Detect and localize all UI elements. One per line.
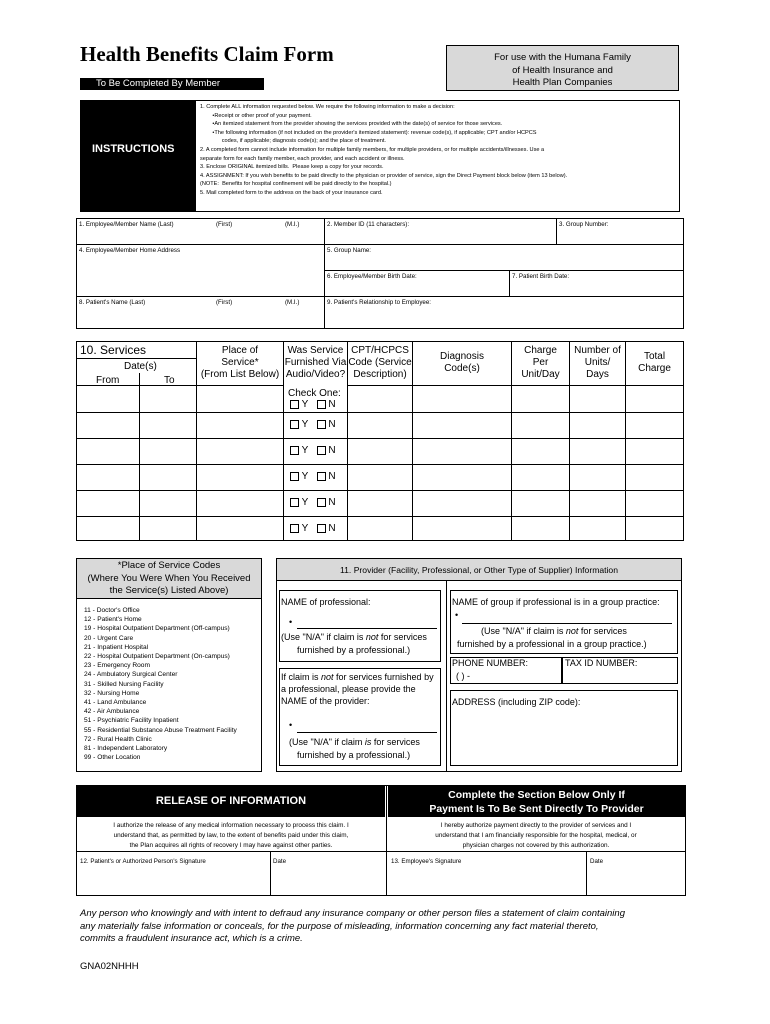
- cpt-hcpcs-header: CPT/HCPCS Code (Service Description): [348, 345, 412, 380]
- na-prof-line: furnished by a professional.): [297, 750, 411, 760]
- direct-payment-text: I hereby authorize payment directly to the provider of services and I understand that I am financially responsible for the hospital, medical, or physician charges not covered by this authorization.: [435, 822, 637, 849]
- no-label: N: [328, 445, 336, 456]
- to-header: To: [164, 375, 175, 386]
- instruction-line: 1. Complete ALL information requested below. We require the following information to make a decision:: [200, 104, 455, 110]
- audio-video-header: Was Service Furnished Via Audio/Video?: [284, 345, 347, 380]
- member-id-label: 2. Member ID (11 characters):: [327, 221, 410, 228]
- na-is-note: [289, 737, 420, 748]
- group-name-field[interactable]: [325, 245, 683, 269]
- yes-label: Y: [301, 399, 309, 410]
- instructions-text: [200, 103, 678, 198]
- note-text: (Use "N/A" if claim: [289, 737, 365, 747]
- instruction-line: 3. Enclose ORIGINAL itemized bills. Please keep a copy for your records.: [200, 164, 384, 171]
- member-mi-label: (M.I.): [285, 221, 300, 228]
- diagnosis-header: Diagnosis Code(s): [440, 351, 484, 374]
- yes-no-row: [290, 399, 336, 411]
- instruction-line: 4. ASSIGNMENT: If you wish benefits to be paid directly to the physician or provider of service, sign the Direct Payment block below (item 13 below).: [200, 172, 568, 179]
- direct-payment-title: Complete the Section Below Only If Payment Is To Be Sent Directly To Provider: [388, 786, 685, 817]
- yes-label: Y: [301, 445, 309, 456]
- na-not-note: [281, 632, 427, 643]
- patient-mi-label: (M.I.): [285, 299, 300, 306]
- no-label: N: [328, 399, 336, 410]
- services-title: 10. Services: [80, 343, 147, 357]
- subtitle-banner: [80, 78, 264, 90]
- patient-signature-label: 12. Patient's or Authorized Person's Signature: [80, 858, 206, 865]
- form-title: Health Benefits Claim Form: [80, 42, 334, 66]
- release-text: I authorize the release of any medical information necessary to process this claim. I understand that, as permitted by law, to the extent of benefits paid under this claim, the Plan acquires all rights of recovery I may have against other parties.: [113, 822, 349, 849]
- employee-signature-label: 13. Employee's Signature: [391, 858, 462, 865]
- release-date-field[interactable]: [271, 852, 385, 895]
- note-text: for services furnished by: [333, 672, 434, 682]
- yes-label: Y: [301, 523, 309, 534]
- instruction-line: separate form for each family member, each provider, and each accident or illness.: [200, 155, 405, 162]
- pos-codes-list: 11 - Doctor's Office 12 - Patient's Home 19 - Hospital Outpatient Department (Off-campus) 20 - Urgent Care 21 - Inpatient Hospital 22 - Hospital Outpatient Department (On-campus) 23 - Emergency Room 24 - Ambulatory Surgical Center 31 - Skilled Nursing Facility 32 - Nursing Home 41 - Land Ambulance 42 - Air Ambulance 51 - Psychiatric Facility Inpatient 55 - Residential Substance Abuse Treatment Facility 72 - Rural Health Clinic 81 - Independent Laboratory 99 - Other Location: [84, 607, 237, 762]
- total-charge-header: Total Charge: [638, 351, 671, 374]
- na-group-note-line2: furnished by a professional in a group practice.): [457, 639, 647, 649]
- release-date-label: Date: [273, 858, 287, 865]
- member-name-label: 1. Employee/Member Name (Last): [79, 221, 174, 228]
- provider-address-label: ADDRESS (including ZIP code):: [452, 697, 581, 707]
- note-emphasis: not: [365, 632, 379, 642]
- pos-title: *Place of Service Codes (Where You Were When You Received the Service(s) Listed Above): [87, 560, 251, 596]
- yes-label: Y: [301, 497, 309, 508]
- yes-checkbox[interactable]: [290, 446, 299, 455]
- yes-no-row: [290, 497, 336, 509]
- yes-checkbox[interactable]: [290, 472, 299, 481]
- form-code: GNA02NHHH: [80, 961, 139, 972]
- patient-birth-date-label: 7. Patient Birth Date:: [512, 273, 570, 280]
- professional-name-label: NAME of professional:: [281, 597, 371, 607]
- no-checkbox[interactable]: [317, 400, 326, 409]
- group-number-label: 3. Group Number:: [559, 221, 609, 228]
- units-header: Number of Units/ Days: [574, 345, 621, 380]
- note-emphasis: not: [321, 672, 334, 682]
- yes-no-row: [290, 445, 336, 457]
- na-not-note-line2: furnished by a professional.): [297, 645, 411, 655]
- note-emphasis: not: [565, 626, 579, 636]
- instruction-line: 5. Mail completed form to the address on the back of your insurance card.: [200, 189, 383, 196]
- fraud-warning: Any person who knowingly and with intent to defraud any insurance company or other person files a statement of claim containing any materially false information or conceals, for the purpose of misleading, information concerning any fact material thereto, commits a fraudulent insurance act, which is a crime.: [80, 908, 625, 944]
- note-text: (Use "N/A" if claim is: [481, 626, 566, 636]
- yes-label: Y: [301, 471, 309, 482]
- yes-checkbox[interactable]: [290, 420, 299, 429]
- yes-no-row: [290, 419, 336, 431]
- no-checkbox[interactable]: [317, 498, 326, 507]
- if-not-note: [281, 672, 434, 683]
- member-birth-date-label: 6. Employee/Member Birth Date:: [327, 273, 417, 280]
- yes-checkbox[interactable]: [290, 524, 299, 533]
- phone-format: ( ) -: [456, 671, 470, 681]
- charge-per-unit-header: Charge Per Unit/Day: [521, 345, 560, 380]
- instruction-line: •Receipt or other proof of your payment.: [200, 112, 312, 119]
- patient-first-label: (First): [216, 299, 233, 306]
- no-label: N: [328, 419, 336, 430]
- if-not-note-line3: NAME of the provider:: [281, 696, 370, 706]
- patient-relationship-label: 9. Patient's Relationship to Employee:: [327, 299, 432, 306]
- patient-name-label: 8. Patient's Name (Last): [79, 299, 146, 306]
- if-not-note-line2: a professional, please provide the: [281, 684, 416, 694]
- bullet: •: [289, 617, 293, 627]
- home-address-label: 4. Employee/Member Home Address: [79, 247, 181, 254]
- no-checkbox[interactable]: [317, 446, 326, 455]
- instructions-label-panel: [80, 100, 196, 212]
- instruction-line: codes, if applicable; diagnosis code(s); and the place of treatment.: [200, 138, 386, 145]
- yes-checkbox[interactable]: [290, 498, 299, 507]
- instruction-line: 2. A completed form cannot include information for multiple family members, for multiple providers, or for multiple accidents/illnesses. Use a: [200, 146, 545, 153]
- no-checkbox[interactable]: [317, 524, 326, 533]
- group-name-label: NAME of group if professional is in a group practice:: [452, 597, 660, 607]
- yes-no-row: [290, 471, 336, 483]
- note-text: for services: [378, 632, 427, 642]
- yes-label: Y: [301, 419, 309, 430]
- instruction-line: (NOTE: Benefits for hospital confinement will be paid directly to the hospital.): [200, 181, 392, 188]
- group-name-label: 5. Group Name:: [327, 247, 372, 254]
- subtitle-text: To Be Completed By Member: [96, 78, 221, 89]
- note-text: for services: [578, 626, 627, 636]
- yes-checkbox[interactable]: [290, 400, 299, 409]
- bullet: •: [455, 610, 459, 620]
- dates-header: Date(s): [124, 361, 157, 372]
- from-header: From: [96, 375, 120, 386]
- no-label: N: [328, 471, 336, 482]
- no-checkbox[interactable]: [317, 420, 326, 429]
- tax-id-label: TAX ID NUMBER:: [565, 658, 638, 668]
- no-label: N: [328, 497, 336, 508]
- note-text: (Use "N/A" if claim is: [281, 632, 366, 642]
- place-of-service-header: Place of Service* (From List Below): [200, 345, 280, 380]
- provider-title: 11. Provider (Facility, Professional, or Other Type of Supplier) Information: [340, 565, 618, 575]
- instructions-label: INSTRUCTIONS: [92, 143, 175, 155]
- check-one-label: Check One:: [288, 388, 341, 399]
- direct-date-label: Date: [590, 858, 604, 865]
- note-text: If claim is: [281, 672, 322, 682]
- release-title: RELEASE OF INFORMATION: [155, 795, 307, 807]
- phone-number-label: PHONE NUMBER:: [452, 658, 529, 668]
- instruction-line: •An itemized statement from the provider showing the services provided with the date(s) of service for those services.: [200, 121, 503, 128]
- usage-note: For use with the Humana Family of Health Insurance and Health Plan Companies: [446, 45, 679, 91]
- bullet: •: [289, 720, 293, 730]
- yes-no-row: [290, 523, 336, 535]
- no-checkbox[interactable]: [317, 472, 326, 481]
- instruction-line: •The following information (if not included on the provider's itemized statement): revenue code(s), if applicable; CPT and/or HCPCS: [200, 129, 537, 136]
- member-first-label: (First): [216, 221, 233, 228]
- note-emphasis: is: [364, 737, 372, 747]
- note-text: for services: [371, 737, 420, 747]
- na-group-note: [481, 626, 627, 637]
- no-label: N: [328, 523, 336, 534]
